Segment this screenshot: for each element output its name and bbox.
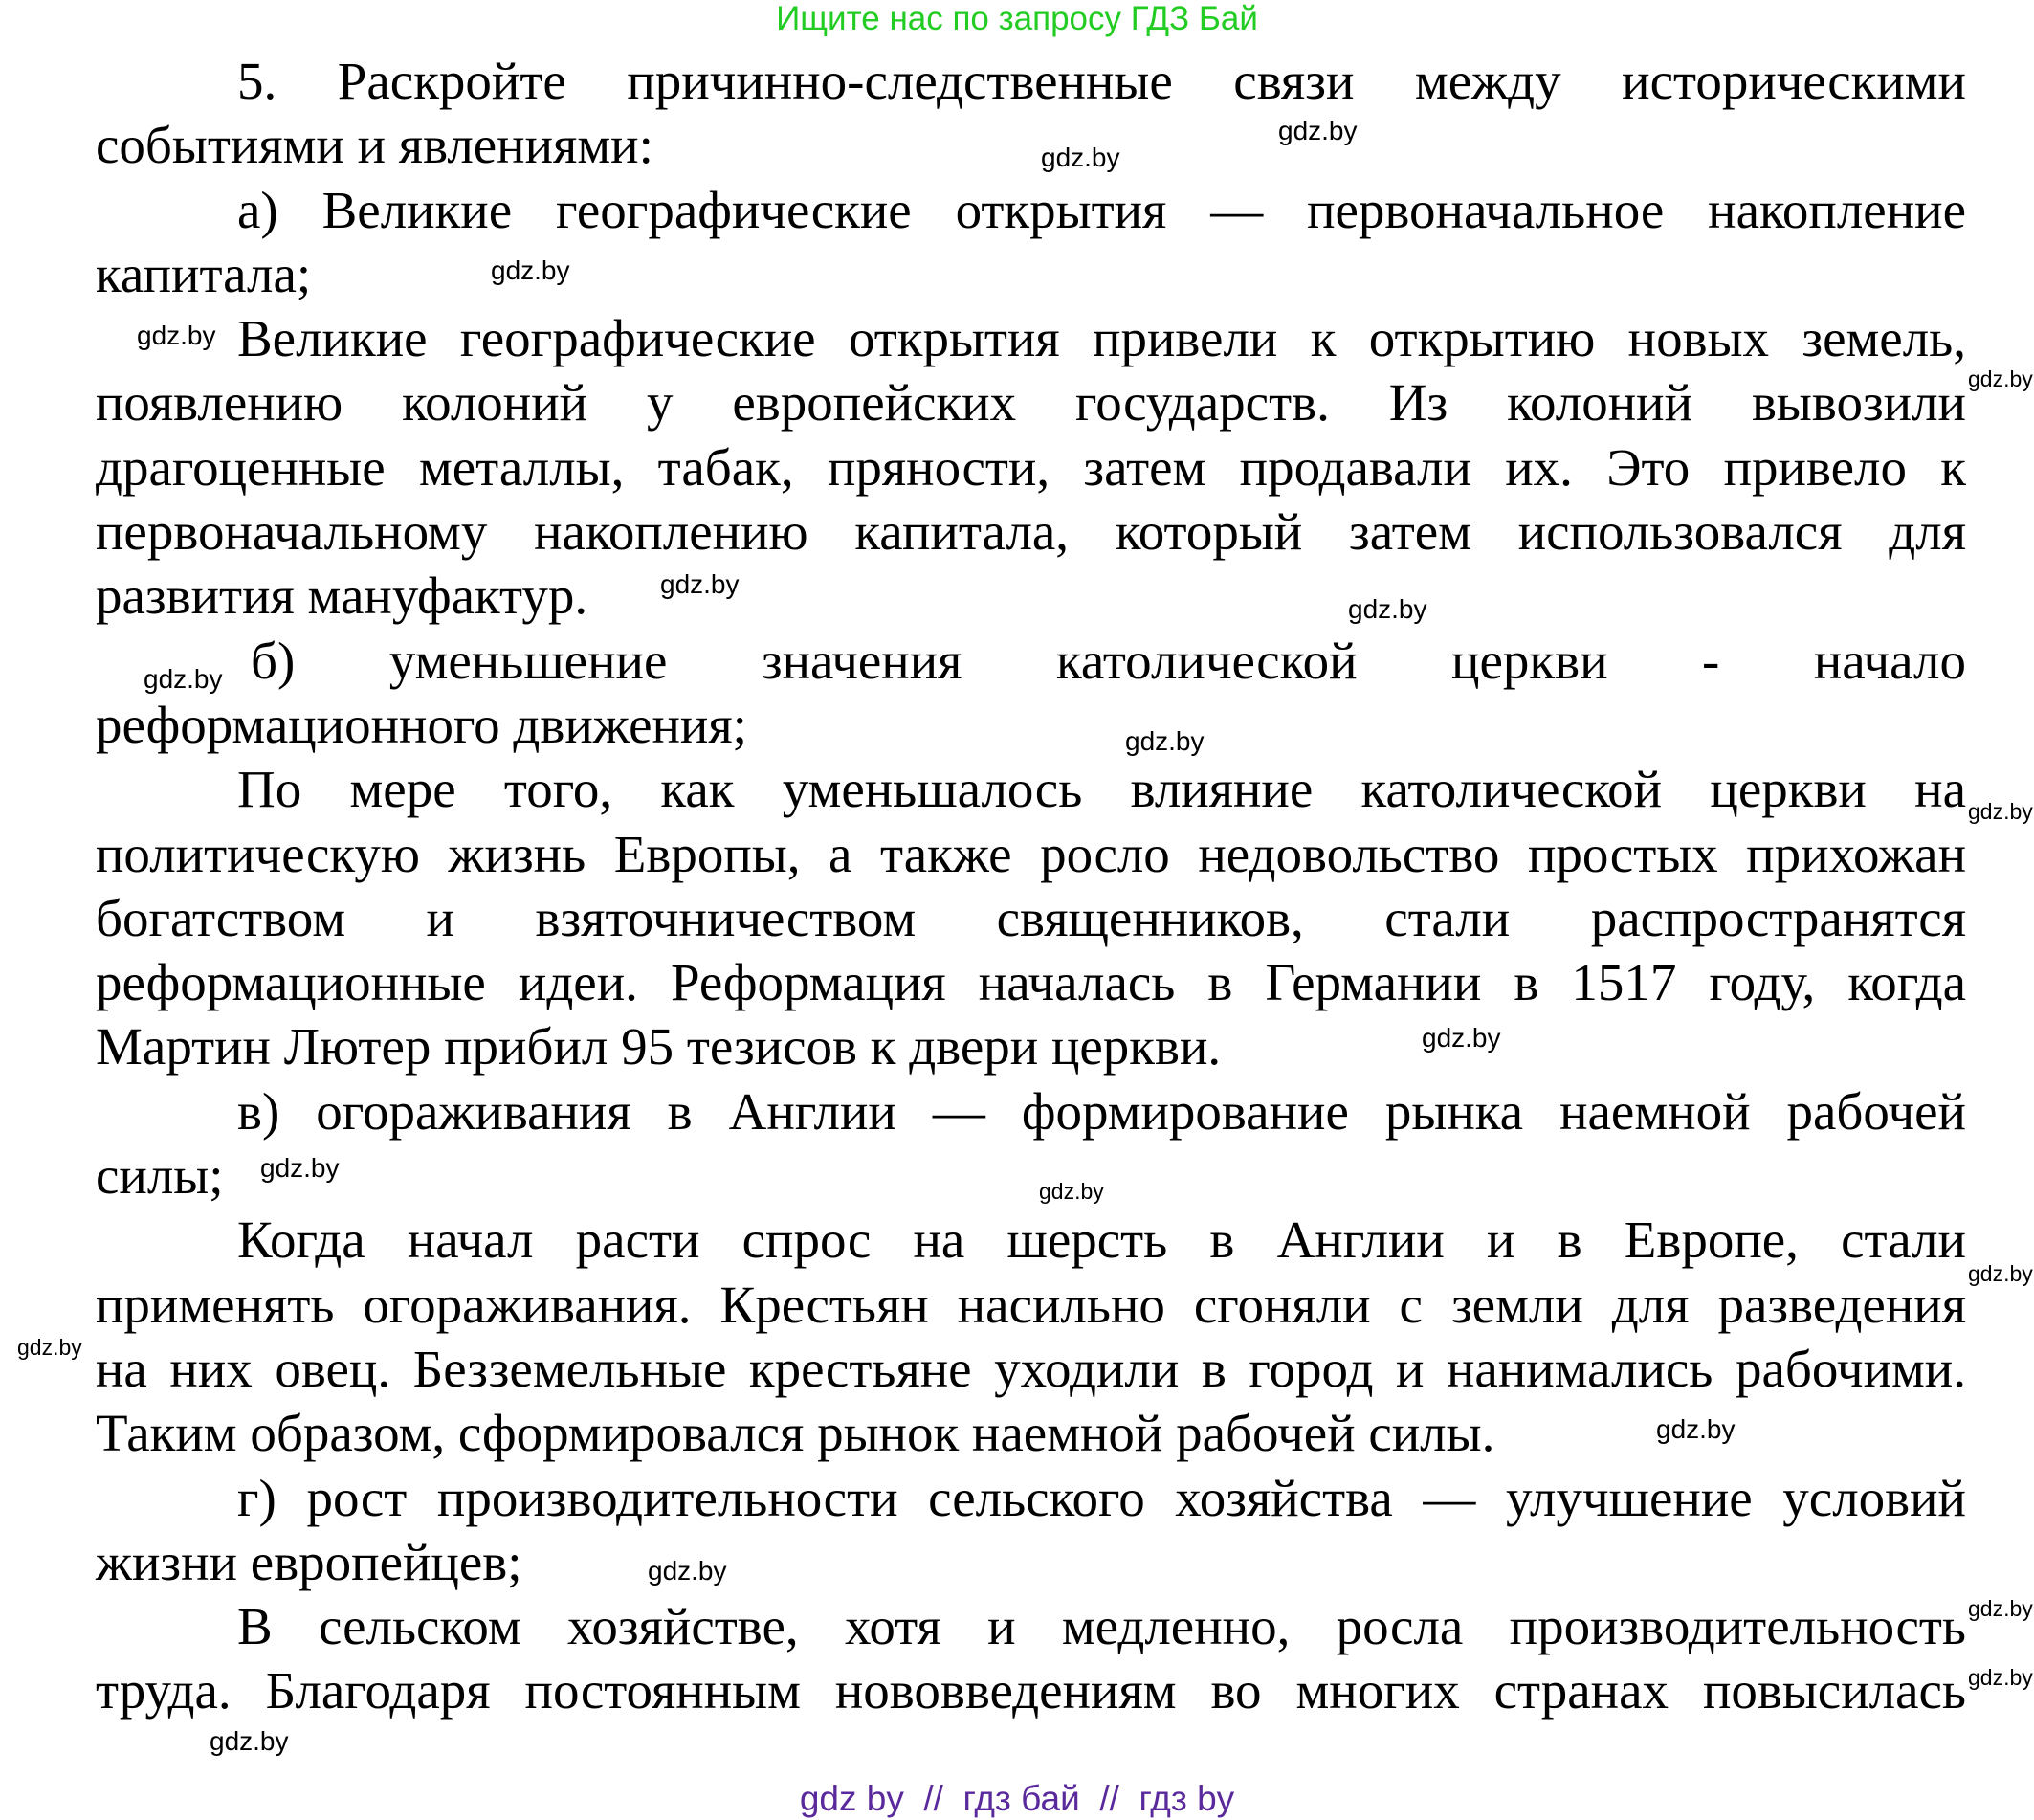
answer-b-line: По мере того, как уменьшалось влияние католической церкви на [237, 760, 1966, 819]
watermark: gdz.by [260, 1153, 340, 1183]
item-c-line: в) огораживания в Англии — формирование рынка наемной рабочей [237, 1081, 1966, 1141]
watermark: gdz.by [137, 321, 216, 350]
answer-c-line: применять огораживания. Крестьян насильно сгоняли с земли для разведения [96, 1275, 1966, 1334]
watermark: gdz.by [1422, 1023, 1501, 1053]
answer-a-line: драгоценные металлы, табак, пряности, затем продавали их. Это привело к [96, 437, 1966, 497]
item-b-line: б) уменьшение значения католической церкви - начало [251, 631, 1966, 690]
answer-b-line: реформационные идеи. Реформация началась в Германии в 1517 году, когда [96, 953, 1966, 1012]
item-a-line: капитала; [96, 244, 312, 303]
answer-b-line: Мартин Лютер прибил 95 тезисов к двери церкви. [96, 1017, 1222, 1076]
task-heading-line: 5. Раскройте причинно-следственные связи между историческими [237, 52, 1966, 110]
answer-a-line: развития мануфактур. [96, 566, 588, 626]
watermark: gdz.by [1968, 799, 2033, 824]
answer-d-line: В сельском хозяйстве, хотя и медленно, росла производительность [237, 1597, 1966, 1656]
watermark: gdz.by [1278, 116, 1358, 145]
watermark: gdz.by [491, 255, 570, 285]
answer-a-line: Великие географические открытия привели к открытию новых земель, [237, 309, 1966, 368]
answer-b-line: богатством и взяточничеством священников, стали распространятся [96, 888, 1966, 947]
item-b-line: реформационного движения; [96, 695, 747, 754]
search-hint-banner: Ищите нас по запросу ГДЗ Бай [776, 0, 1258, 37]
answer-c-line: Когда начал расти спрос на шерсть в Англии и в Европе, стали [237, 1210, 1966, 1270]
watermark: gdz.by [1041, 143, 1120, 172]
watermark: gdz.by [1968, 1261, 2033, 1286]
document-body [96, 49, 1966, 1723]
watermark: gdz.by [648, 1556, 727, 1586]
answer-c-line: Таким образом, сформировался рынок наемной рабочей силы. [96, 1404, 1495, 1463]
watermark: gdz.by [660, 569, 740, 599]
watermark: gdz.by [1348, 594, 1427, 624]
answer-b-line: политическую жизнь Европы, а также росло недовольство простых прихожан [96, 824, 1966, 883]
answer-d-line: труда. Благодаря постоянным нововведениям во многих странах повысилась [96, 1661, 1966, 1720]
watermark: gdz.by [1968, 366, 2033, 391]
task-heading-line: событиями и явлениями: [96, 116, 653, 175]
watermark: gdz.by [1968, 1665, 2033, 1690]
item-d-line: г) рост производительности сельского хозяйства — улучшение условий [237, 1468, 1966, 1527]
item-c-line: силы; [96, 1146, 224, 1206]
footer-site-links: gdz by // гдз бай // гдз by [799, 1779, 1235, 1818]
answer-a-line: первоначальному накоплению капитала, который затем использовался для [96, 502, 1966, 562]
answer-a-line: появлению колоний у европейских государств. Из колоний вывозили [96, 373, 1966, 433]
answer-c-line: на них овец. Безземельные крестьяне уходили в город и нанимались рабочими. [96, 1339, 1966, 1398]
watermark: gdz.by [1656, 1414, 1736, 1444]
watermark: gdz.by [210, 1726, 289, 1756]
watermark: gdz.by [1968, 1596, 2033, 1621]
item-a-line: а) Великие географические открытия — первоначальное накопление [237, 180, 1966, 239]
watermark: gdz.by [1039, 1179, 1104, 1204]
watermark: gdz.by [17, 1335, 82, 1360]
watermark: gdz.by [144, 664, 223, 694]
item-d-line: жизни европейцев; [96, 1532, 522, 1591]
watermark: gdz.by [1125, 726, 1205, 756]
